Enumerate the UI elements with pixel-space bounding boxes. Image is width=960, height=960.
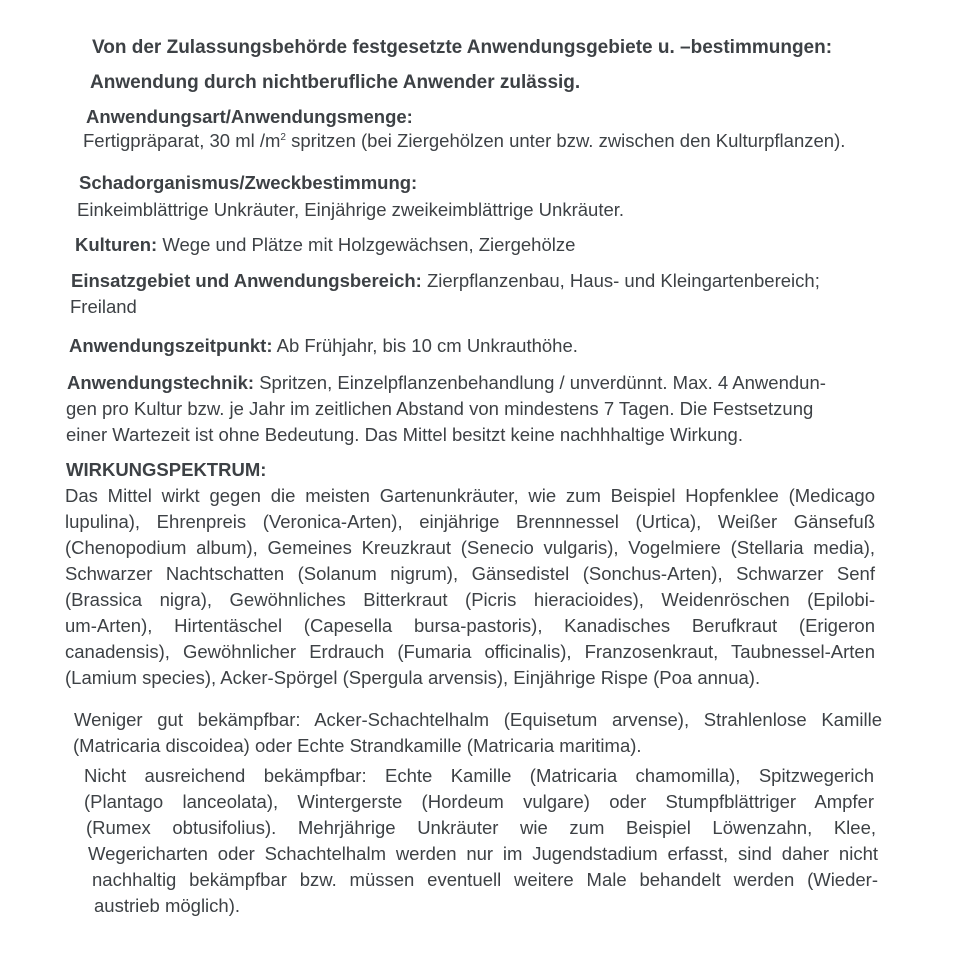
nicht-line: Wegericharten oder Schachtelhalm werden nur im Jugendstadium erfasst, sind daher nicht <box>88 843 878 864</box>
anwendungsart-label: Anwendungsart/Anwendungsmenge: <box>86 106 413 127</box>
anwendungsart-superscript: 2 <box>280 131 286 143</box>
einsatzgebiet-line <box>71 268 820 294</box>
schadorganismus-text: Einkeimblättrige Unkräuter, Einjährige zweikeimblättrige Unkräuter. <box>77 199 625 220</box>
kulturen-line <box>75 232 575 258</box>
anwendungsart-text <box>83 128 845 154</box>
wirkung-line: (Brassica nigra), Gewöhnliches Bitterkraut (Picris hieracioides), Weidenröschen (Epilobi- <box>65 589 875 610</box>
wirkung-line: (Lamium species), Acker-Spörgel (Spergula arvensis), Einjährige Rispe (Poa annua). <box>65 667 761 688</box>
kulturen-text: Wege und Plätze mit Holzgewächsen, Ziergehölze <box>157 234 576 255</box>
zeitpunkt-text: Ab Frühjahr, bis 10 cm Unkrauthöhe. <box>272 335 578 356</box>
anwendungsart-text-before: Fertigpräparat, 30 ml /m <box>83 130 281 151</box>
technik-text-line1: Spritzen, Einzelpflanzenbehandlung / unverdünnt. Max. 4 Anwendun- <box>254 372 826 393</box>
wirkungsspektrum-heading: WIRKUNGSPEKTRUM: <box>66 459 267 480</box>
weniger-line: Weniger gut bekämpfbar: Acker-Schachtelhalm (Equisetum arvense), Strahlenlose Kamille <box>74 709 882 730</box>
weniger-line: (Matricaria discoidea) oder Echte Strandkamille (Matricaria maritima). <box>73 735 642 756</box>
wirkung-line: lupulina), Ehrenpreis (Veronica-Arten), einjährige Brennnessel (Urtica), Weißer Gänsefuß <box>65 511 875 532</box>
einsatzgebiet-text-line2: Freiland <box>70 296 137 317</box>
wirkung-line: Schwarzer Nachtschatten (Solanum nigrum), Gänsedistel (Sonchus-Arten), Schwarzer Senf <box>65 563 875 584</box>
einsatzgebiet-text: Zierpflanzenbau, Haus- und Kleingartenbereich; <box>421 270 820 291</box>
einsatzgebiet-label: Einsatzgebiet und Anwendungsbereich: <box>71 270 422 291</box>
anwendungsart-text-after: spritzen (bei Ziergehölzen unter bzw. zwischen den Kulturpflanzen). <box>285 130 846 151</box>
zeitpunkt-line <box>69 333 578 359</box>
nicht-line: (Plantago lanceolata), Wintergerste (Hordeum vulgare) oder Stumpfblättriger Ampfer <box>84 791 874 812</box>
technik-line2: gen pro Kultur bzw. je Jahr im zeitlichen Abstand von mindestens 7 Tagen. Die Festsetzung <box>66 398 814 419</box>
nicht-line: Nicht ausreichend bekämpfbar: Echte Kamille (Matricaria chamomilla), Spitzwegerich <box>84 765 874 786</box>
nicht-line: nachhaltig bekämpfbar bzw. müssen eventuell weitere Male behandelt werden (Wieder- <box>92 869 878 890</box>
wirkung-line: um-Arten), Hirtentäschel (Capesella bursa-pastoris), Kanadisches Berufkraut (Erigeron <box>65 615 875 636</box>
technik-label: Anwendungstechnik: <box>67 372 255 393</box>
wirkung-line: (Chenopodium album), Gemeines Kreuzkraut (Senecio vulgaris), Vogelmiere (Stellaria media), <box>65 537 875 558</box>
kulturen-label: Kulturen: <box>75 234 158 255</box>
zeitpunkt-label: Anwendungszeitpunkt: <box>69 335 273 356</box>
document-subtitle: Anwendung durch nichtberufliche Anwender zulässig. <box>90 72 581 93</box>
technik-line3: einer Wartezeit ist ohne Bedeutung. Das Mittel besitzt keine nachhhaltige Wirkung. <box>66 424 743 445</box>
nicht-line: austrieb möglich). <box>94 895 241 916</box>
schadorganismus-label: Schadorganismus/Zweckbestimmung: <box>79 172 418 193</box>
nicht-line: (Rumex obtusifolius). Mehrjährige Unkräuter wie zum Beispiel Löwenzahn, Klee, <box>86 817 876 838</box>
technik-line1 <box>67 370 826 396</box>
wirkung-line: canadensis), Gewöhnlicher Erdrauch (Fumaria officinalis), Franzosenkraut, Taubnessel-Arten <box>65 641 875 662</box>
wirkung-line: Das Mittel wirkt gegen die meisten Gartenunkräuter, wie zum Beispiel Hopfenklee (Medicago <box>65 485 875 506</box>
document-title: Von der Zulassungsbehörde festgesetzte Anwendungsgebiete u. –bestimmungen: <box>92 37 833 58</box>
